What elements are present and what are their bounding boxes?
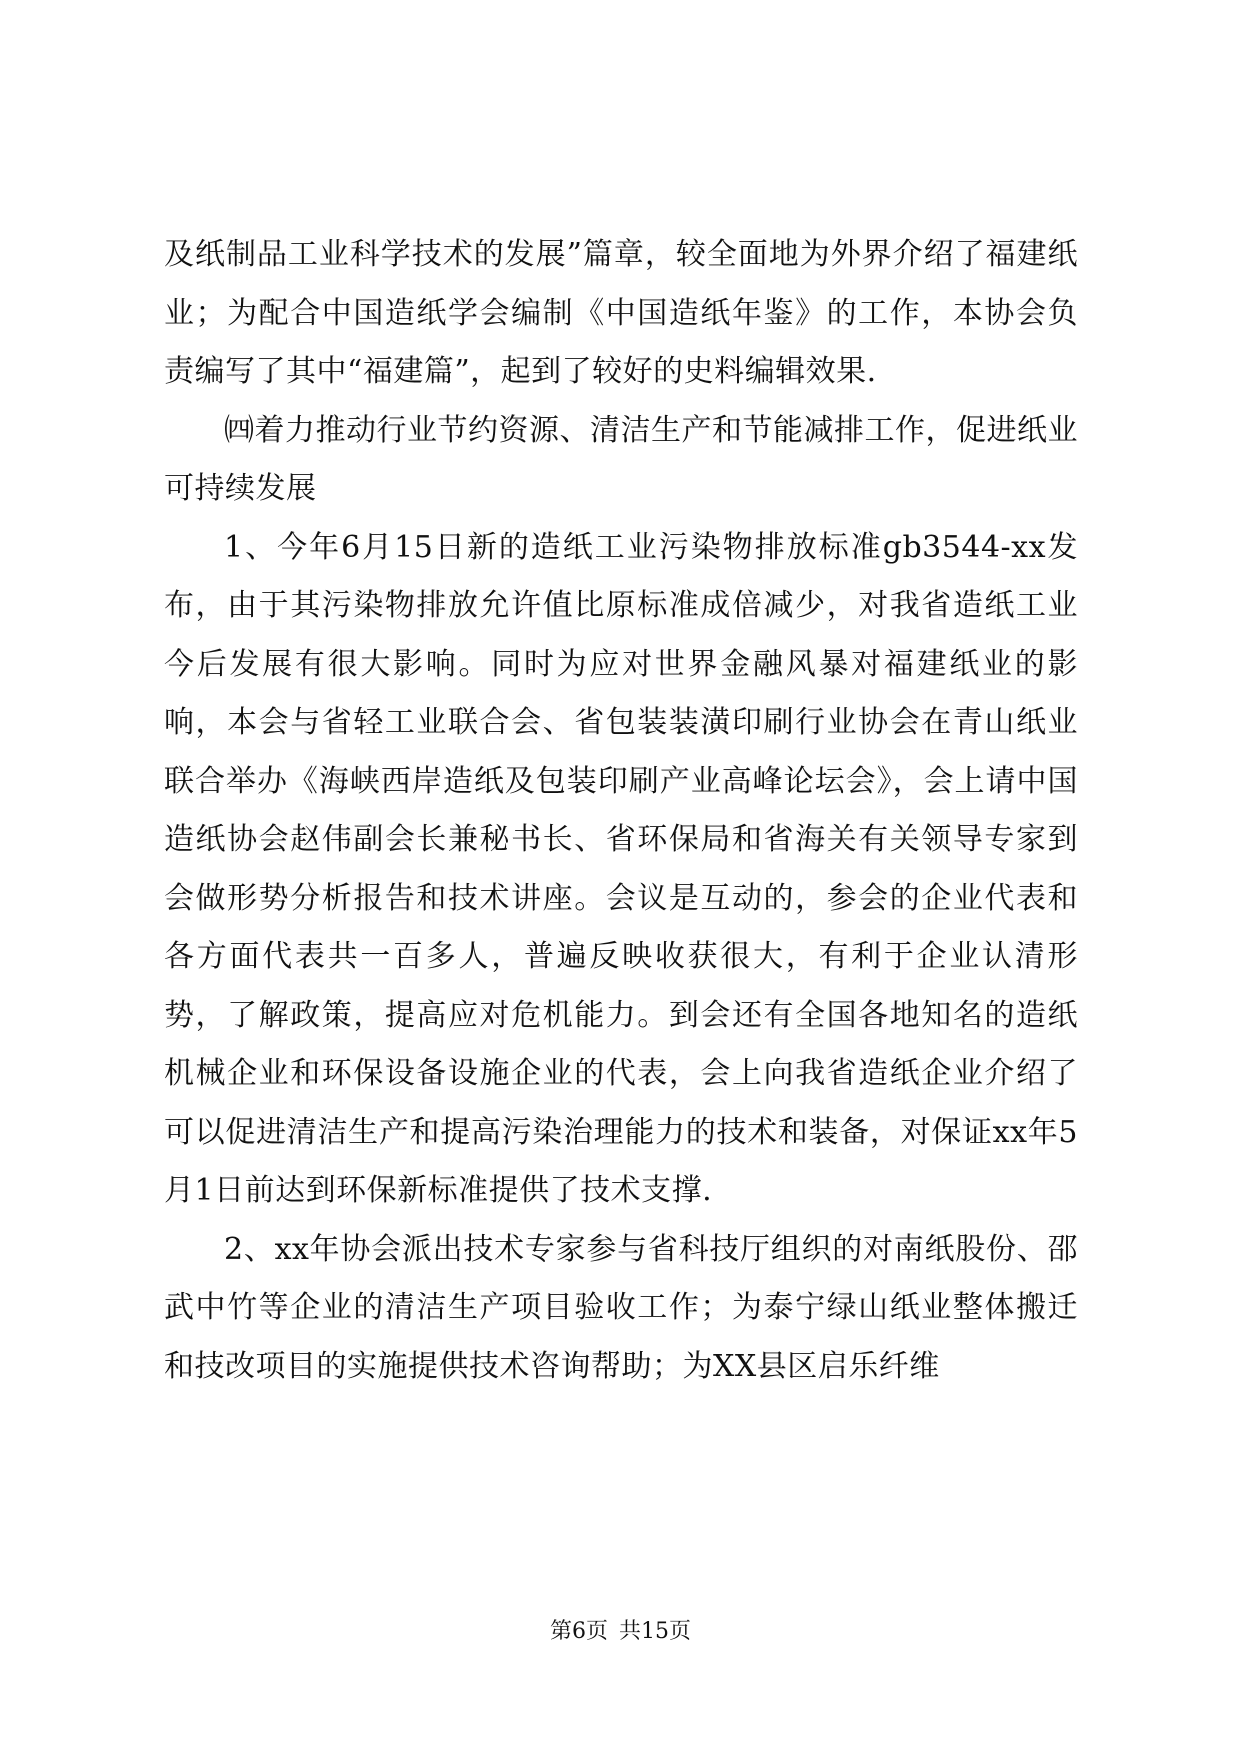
paragraph-item-1: 1、今年6月15日新的造纸工业污染物排放标准gb3544-xx发布，由于其污染物排放允许值比原标准成倍减少，对我省造纸工业今后发展有很大影响。同时为应对世界金融风暴对福建纸业的影响，本会与省轻工业联合会、省包装装潢印刷行业协会在青山纸业联合举办《海峡西岸造纸及包装印刷产业高峰论坛会》，会上请中国造纸协会赵伟副会长兼秘书长、省环保局和省海关有关领导专家到会做形势分析报告和技术讲座。会议是互动的，参会的企业代表和各方面代表共一百多人，普遍反映收获很大，有利于企业认清形势，了解政策，提高应对危机能力。到会还有全国各地知名的造纸机械企业和环保设备设施企业的代表，会上向我省造纸企业介绍了可以促进清洁生产和提高污染治理能力的技术和装备，对保证xx年5月1日前达到环保新标准提供了技术支撑. xyxy=(164,529,1078,1208)
page-total: 共15页 xyxy=(619,1619,691,1644)
page-footer xyxy=(0,1617,1241,1647)
paragraph-section-heading: ㈣着力推动行业节约资源、清洁生产和节能减排工作，促进纸业可持续发展 xyxy=(164,412,1078,506)
page-number: 第6页 xyxy=(550,1619,608,1644)
paragraph-continuation: 及纸制品工业科学技术的发展”篇章，较全面地为外界介绍了福建纸业；为配合中国造纸学会编制《中国造纸年鉴》的工作，本协会负责编写了其中“福建篇”，起到了较好的史料编辑效果. xyxy=(164,237,1078,389)
document-body xyxy=(164,226,1078,1396)
paragraph-item-2: 2、xx年协会派出技术专家参与省科技厅组织的对南纸股份、邵武中竹等企业的清洁生产项目验收工作；为泰宁绿山纸业整体搬迁和技改项目的实施提供技术咨询帮助；为XX县区启乐纤维 xyxy=(164,1231,1078,1384)
